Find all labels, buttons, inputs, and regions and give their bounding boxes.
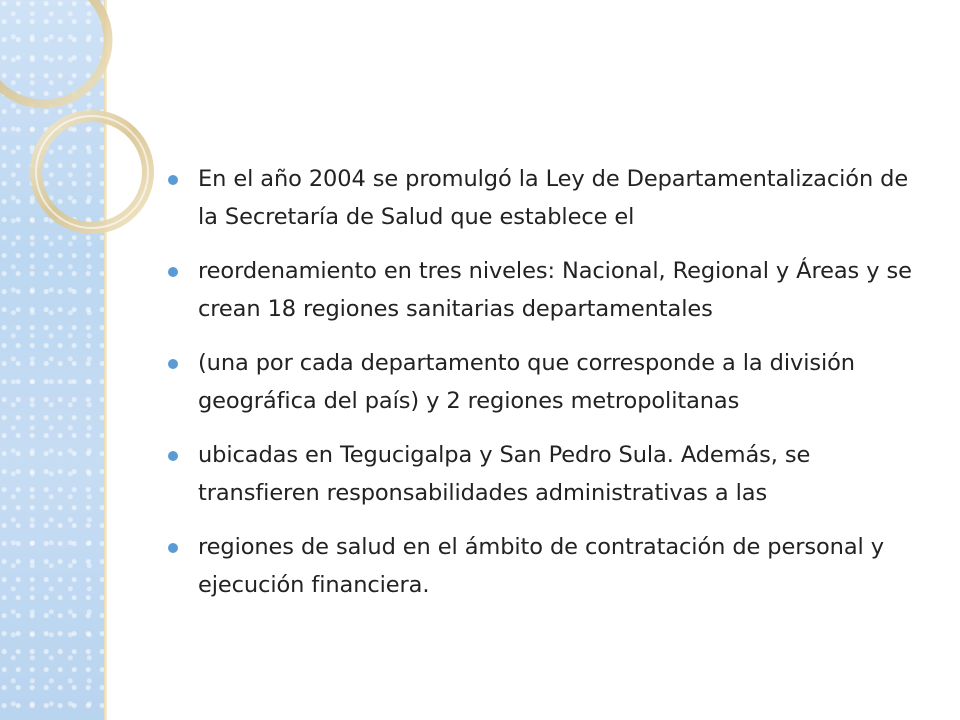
bullet-dot-icon bbox=[168, 451, 178, 461]
bullet-text-1: En el año 2004 se promulgó la Ley de Departamentalización de la Secretaría de Salud que establece el bbox=[198, 166, 909, 230]
ring-small-inner bbox=[36, 116, 148, 228]
bullet-text-4: ubicadas en Tegucigalpa y San Pedro Sula. Además, se transfieren responsabilidades administrativas a las bbox=[198, 442, 811, 506]
bullet-text-3: (una por cada departamento que corresponde a la división geográfica del país) y 2 regiones metropolitanas bbox=[198, 350, 855, 414]
bullet-dot-icon bbox=[168, 175, 178, 185]
bullet-dot-icon bbox=[168, 543, 178, 553]
bullet-dot-icon bbox=[168, 359, 178, 369]
bullet-list bbox=[168, 160, 928, 620]
bullet-item-5 bbox=[168, 528, 928, 604]
ring-large bbox=[0, 0, 108, 104]
bullet-item-3 bbox=[168, 344, 928, 420]
bullet-dot-icon bbox=[168, 267, 178, 277]
bullet-item-4 bbox=[168, 436, 928, 512]
bullet-text-2: reordenamiento en tres niveles: Nacional, Regional y Áreas y se crean 18 regiones sanitarias departamentales bbox=[198, 258, 912, 322]
bullet-item-2 bbox=[168, 252, 928, 328]
bullet-text-5: regiones de salud en el ámbito de contratación de personal y ejecución financiera. bbox=[198, 534, 884, 598]
bullet-item-1 bbox=[168, 160, 928, 236]
